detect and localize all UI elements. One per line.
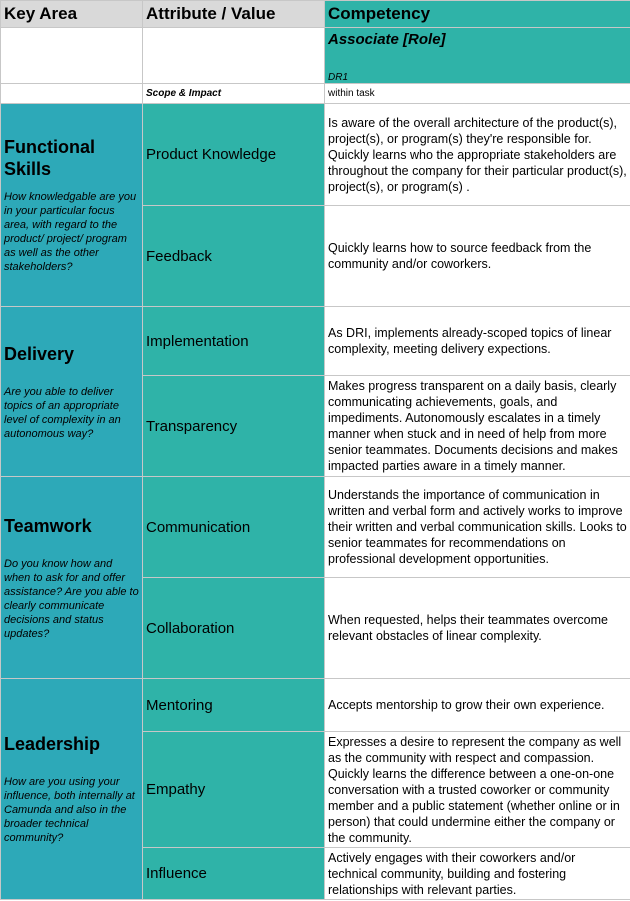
attribute-cell[interactable]: Mentoring [143, 679, 325, 732]
key-area-teamwork[interactable] [1, 477, 143, 679]
attribute-header[interactable]: Attribute / Value [143, 1, 325, 28]
attribute-cell[interactable]: Feedback [143, 206, 325, 307]
key-area-functional-skills[interactable] [1, 104, 143, 307]
area-question: Are you able to deliver topics of an appropriate level of complexity in an autonomous way? [4, 385, 121, 440]
area-question: How are you using your influence, both internally at Camunda and also in the broader technical community? [4, 776, 135, 844]
attribute-cell[interactable]: Collaboration [143, 578, 325, 679]
table-row [1, 307, 630, 376]
key-area-leadership[interactable] [1, 679, 143, 900]
description-cell[interactable]: As DRI, implements already-scoped topics of linear complexity, meeting delivery expections. [325, 307, 630, 376]
table-row [1, 477, 630, 578]
attribute-cell[interactable]: Transparency [143, 376, 325, 477]
attribute-cell[interactable]: Implementation [143, 307, 325, 376]
empty-cell[interactable] [143, 28, 325, 84]
attribute-cell[interactable]: Empathy [143, 732, 325, 848]
key-area-header[interactable]: Key Area [1, 1, 143, 28]
role-title: Associate [Role] [328, 31, 446, 48]
area-title: Leadership [4, 734, 101, 754]
scope-label[interactable]: Scope & Impact [143, 84, 325, 104]
key-area-delivery[interactable] [1, 307, 143, 477]
area-question: How knowledgable are you in your particular focus area, with regard to the product/ project/ program as well as the other stakeholders? [4, 191, 137, 273]
table-row [1, 679, 630, 732]
area-title: Teamwork [4, 515, 92, 536]
scope-row [1, 84, 630, 104]
attribute-cell[interactable]: Communication [143, 477, 325, 578]
role-cell[interactable] [325, 28, 630, 84]
empty-cell[interactable] [1, 28, 143, 84]
description-cell[interactable]: Quickly learns how to source feedback from the community and/or coworkers. [325, 206, 630, 307]
description-cell[interactable]: When requested, helps their teammates overcome relevant obstacles of linear complexity. [325, 578, 630, 679]
role-level: DR1 [328, 72, 349, 83]
competency-header[interactable]: Competency [325, 1, 630, 28]
area-title: Delivery [4, 343, 75, 364]
description-cell[interactable]: Actively engages with their coworkers and/or technical community, building and fostering relationships with relevant parties. [325, 848, 630, 900]
area-title: Functional Skills [4, 137, 95, 179]
table-row [1, 104, 630, 206]
area-question: Do you know how and when to ask for and offer assistance? Are you able to clearly communicate decisions and status updates? [4, 557, 139, 640]
description-cell[interactable]: Is aware of the overall architecture of the product(s), project(s), or program(s) they're responsible for. Quickly learns who the appropriate stakeholders are throughout the company for their particular product(s), project(s), or program(s) . [325, 104, 630, 206]
attribute-cell[interactable]: Influence [143, 848, 325, 900]
role-row [1, 28, 630, 84]
header-row [1, 1, 630, 28]
empty-cell[interactable] [1, 84, 143, 104]
description-cell[interactable]: Makes progress transparent on a daily basis, clearly communicating achievements, goals, and impediments. Autonomously escalates in a timely manner when stuck and in need of help from more senior teammates. Documents decisions and makes impacted parties aware in a timely manner. [325, 376, 630, 477]
attribute-cell[interactable]: Product Knowledge [143, 104, 325, 206]
description-cell[interactable]: Accepts mentorship to grow their own experience. [325, 679, 630, 732]
description-cell[interactable]: Understands the importance of communication in written and verbal form and actively works to improve their written and verbal communication skills. Looks to senior teammates for recommendations on professional development opportunities. [325, 477, 630, 578]
scope-value[interactable]: within task [325, 84, 630, 104]
description-cell[interactable]: Expresses a desire to represent the company as well as the community with respect and compassion. Quickly learns the difference between a one-on-one conversation with a trusted coworker or community member and a public statement (whether online or in person) that could undermine either the company or the community. [325, 732, 630, 848]
